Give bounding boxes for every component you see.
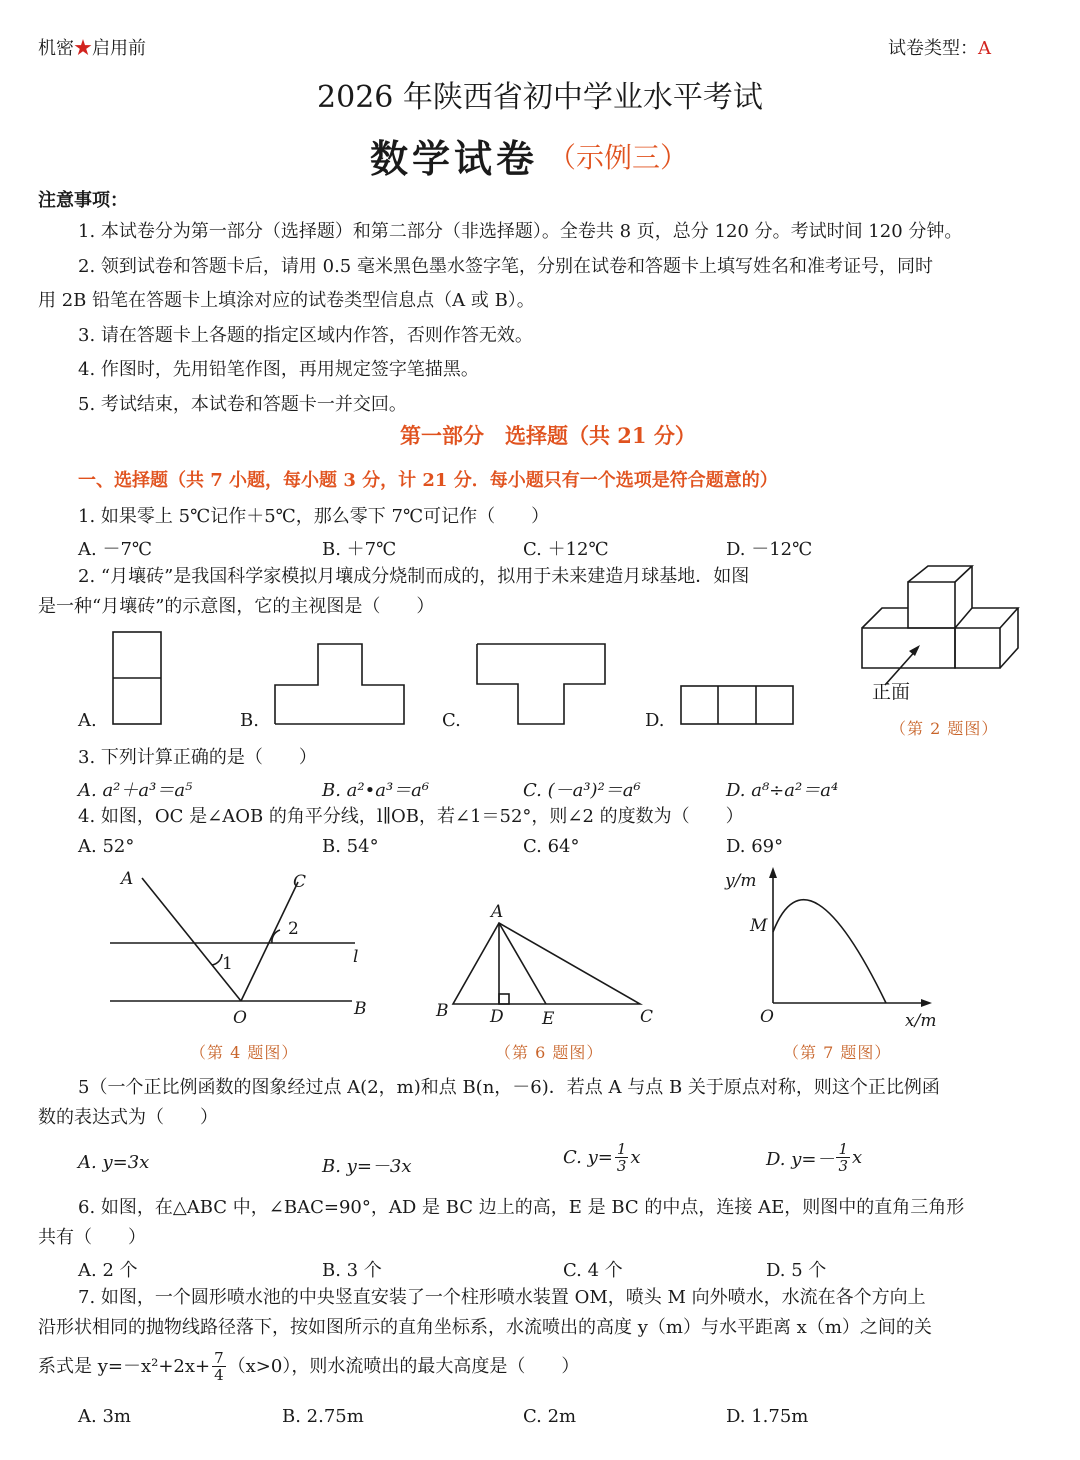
- q4-option-c: C. 64°: [523, 836, 580, 857]
- arrow-icon: [909, 645, 920, 656]
- ray-oa: [142, 878, 241, 1001]
- q2-stem: 2. “月壤砖”是我国科学家模拟月壤成分烧制而成的，拟用于未来建造月球基地．如图: [78, 566, 750, 587]
- label-m: M: [750, 916, 768, 936]
- q2-label-c: C.: [442, 710, 461, 731]
- q5-option-b: B. y=－3x: [322, 1156, 412, 1177]
- q4-option-a: A. 52°: [78, 836, 135, 857]
- q5-stem: 5（一个正比例函数的图象经过点 A(2，m)和点 B(n，－6)．若点 A 与点 B 关于原点对称，则这个正比例函: [78, 1077, 940, 1098]
- q4-figure: [100, 862, 390, 1032]
- median-ae: [499, 923, 546, 1004]
- label-e: E: [542, 1009, 555, 1029]
- notice-item: 4. 作图时，先用铅笔作图，再用规定签字笔描黑。: [78, 359, 479, 380]
- q6-option-a: A. 2 个: [78, 1260, 138, 1281]
- star-icon: ★: [74, 38, 92, 59]
- q7-option-d: D. 1.75m: [726, 1406, 809, 1427]
- q7-stem: 沿形状相同的抛物线路径落下，按如图所示的直角坐标系，水流喷出的高度 y（m）与水平距离 x（m）之间的关: [38, 1317, 932, 1338]
- q5-option-a: A. y=3x: [78, 1152, 150, 1173]
- q6-option-b: B. 3 个: [322, 1260, 382, 1281]
- label-c: C: [640, 1007, 654, 1027]
- front-label: 正面: [872, 681, 911, 703]
- q4-caption: （第 4 题图）: [190, 1043, 299, 1062]
- q6-option-d: D. 5 个: [766, 1260, 827, 1281]
- q2-label-d: D.: [645, 710, 665, 731]
- confidential-label: 机密★启用前: [38, 38, 146, 59]
- triangle-abc: [453, 923, 640, 1004]
- ray-oc: [241, 882, 298, 1001]
- label-y-axis: y/m: [725, 871, 757, 891]
- q7-stem: 系式是 y=－x²+2x+ $\frac{7}{4}$ （x>0），则水流喷出的最大高度是（ ）: [38, 1349, 580, 1384]
- q3-option-c: C. (－a³)²＝a⁶: [523, 780, 641, 801]
- label-c: C: [293, 872, 307, 892]
- q7-figure: [720, 862, 950, 1032]
- label-angle-2: 2: [288, 919, 299, 939]
- q3-option-a: A. a²＋a³＝a⁵: [78, 780, 193, 801]
- part-heading: 第一部分 选择题（共 21 分）: [400, 423, 696, 448]
- label-angle-1: 1: [222, 954, 233, 974]
- q6-figure: [425, 898, 665, 1034]
- q4-option-d: D. 69°: [726, 836, 784, 857]
- notice-item: 5. 考试结束，本试卷和答题卡一并交回。: [78, 394, 407, 415]
- q3-stem: 3. 下列计算正确的是（ ）: [78, 747, 317, 768]
- x-arrow-icon: [921, 999, 932, 1007]
- exam-title: 2026 年陕西省初中学业水平考试: [317, 80, 763, 115]
- q1-option-a: A. －7℃: [78, 539, 153, 560]
- q4-stem: 4. 如图，OC 是∠AOB 的角平分线，l∥OB，若∠1＝52°，则∠2 的度数为（ ）: [78, 806, 744, 827]
- notice-heading: 注意事项：: [38, 190, 128, 211]
- q2-brick-figure: [862, 566, 1018, 668]
- label-o: O: [233, 1008, 247, 1028]
- q2-label-a: A.: [78, 710, 97, 731]
- parabola: [773, 900, 886, 1003]
- q2-option-b-shape: [275, 644, 404, 724]
- q5-stem: 数的表达式为（ ）: [38, 1107, 218, 1128]
- paper-title: 数学试卷: [370, 136, 539, 181]
- q3-option-d: D. a⁸÷a²＝a⁴: [726, 780, 839, 801]
- q5-option-d: D. y=－ $\frac{1}{3}$ x: [766, 1140, 863, 1175]
- label-b: B: [436, 1001, 449, 1021]
- paper-type: 试卷类型：A: [888, 38, 991, 59]
- q1-option-d: D. －12℃: [726, 539, 813, 560]
- q1-option-c: C. ＋12℃: [523, 539, 609, 560]
- q6-option-c: C. 4 个: [563, 1260, 623, 1281]
- q2-caption: （第 2 题图）: [890, 719, 999, 738]
- q6-stem: 6. 如图，在△ABC 中，∠BAC=90°，AD 是 BC 边上的高，E 是 BC 的中点，连接 AE，则图中的直角三角形: [78, 1197, 965, 1218]
- notice-item: 3. 请在答题卡上各题的指定区域内作答，否则作答无效。: [78, 325, 533, 346]
- notice-item: 用 2B 铅笔在答题卡上填涂对应的试卷类型信息点（A 或 B）。: [38, 290, 535, 311]
- label-d: D: [490, 1007, 504, 1027]
- label-x-axis: x/m: [905, 1011, 937, 1031]
- q1-stem: 1. 如果零上 5℃记作＋5℃，那么零下 7℃可记作（ ）: [78, 506, 550, 527]
- q2-option-d-shape: [681, 686, 793, 724]
- q2-stem: 是一种“月壤砖”的示意图，它的主视图是（ ）: [38, 596, 435, 617]
- q7-stem: 7. 如图，一个圆形喷水池的中央竖直安装了一个柱形喷水装置 OM，喷头 M 向外喷水，水流在各个方向上: [78, 1287, 926, 1308]
- label-o: O: [760, 1007, 774, 1027]
- q7-option-a: A. 3m: [78, 1406, 131, 1427]
- notice-item: 1. 本试卷分为第一部分（选择题）和第二部分（非选择题）。全卷共 8 页，总分 120 分。考试时间 120 分钟。: [78, 221, 963, 242]
- q7-option-c: C. 2m: [523, 1406, 577, 1427]
- q2-option-c-shape: [477, 644, 605, 724]
- section-heading: 一、选择题（共 7 小题，每小题 3 分，计 21 分．每小题只有一个选项是符合题意的）: [78, 470, 778, 491]
- q4-option-b: B. 54°: [322, 836, 379, 857]
- label-b: B: [354, 999, 367, 1019]
- notice-item: 2. 领到试卷和答题卡后，请用 0.5 毫米黑色墨水签字笔，分别在试卷和答题卡上填写姓名和准考证号，同时: [78, 256, 933, 277]
- label-a: A: [121, 869, 134, 889]
- q6-stem: 共有（ ）: [38, 1227, 146, 1248]
- q5-option-c: C. y= $\frac{1}{3}$ x: [563, 1140, 641, 1175]
- label-l: l: [353, 947, 359, 967]
- q3-option-b: B. a²•a³＝a⁶: [322, 780, 430, 801]
- q1-option-b: B. ＋7℃: [322, 539, 397, 560]
- q6-caption: （第 6 题图）: [495, 1043, 604, 1062]
- label-a: A: [491, 902, 504, 922]
- y-arrow-icon: [769, 867, 777, 878]
- q7-option-b: B. 2.75m: [282, 1406, 364, 1427]
- q7-caption: （第 7 题图）: [783, 1043, 892, 1062]
- paper-subtitle: （示例三）: [548, 141, 689, 174]
- q2-label-b: B.: [240, 710, 259, 731]
